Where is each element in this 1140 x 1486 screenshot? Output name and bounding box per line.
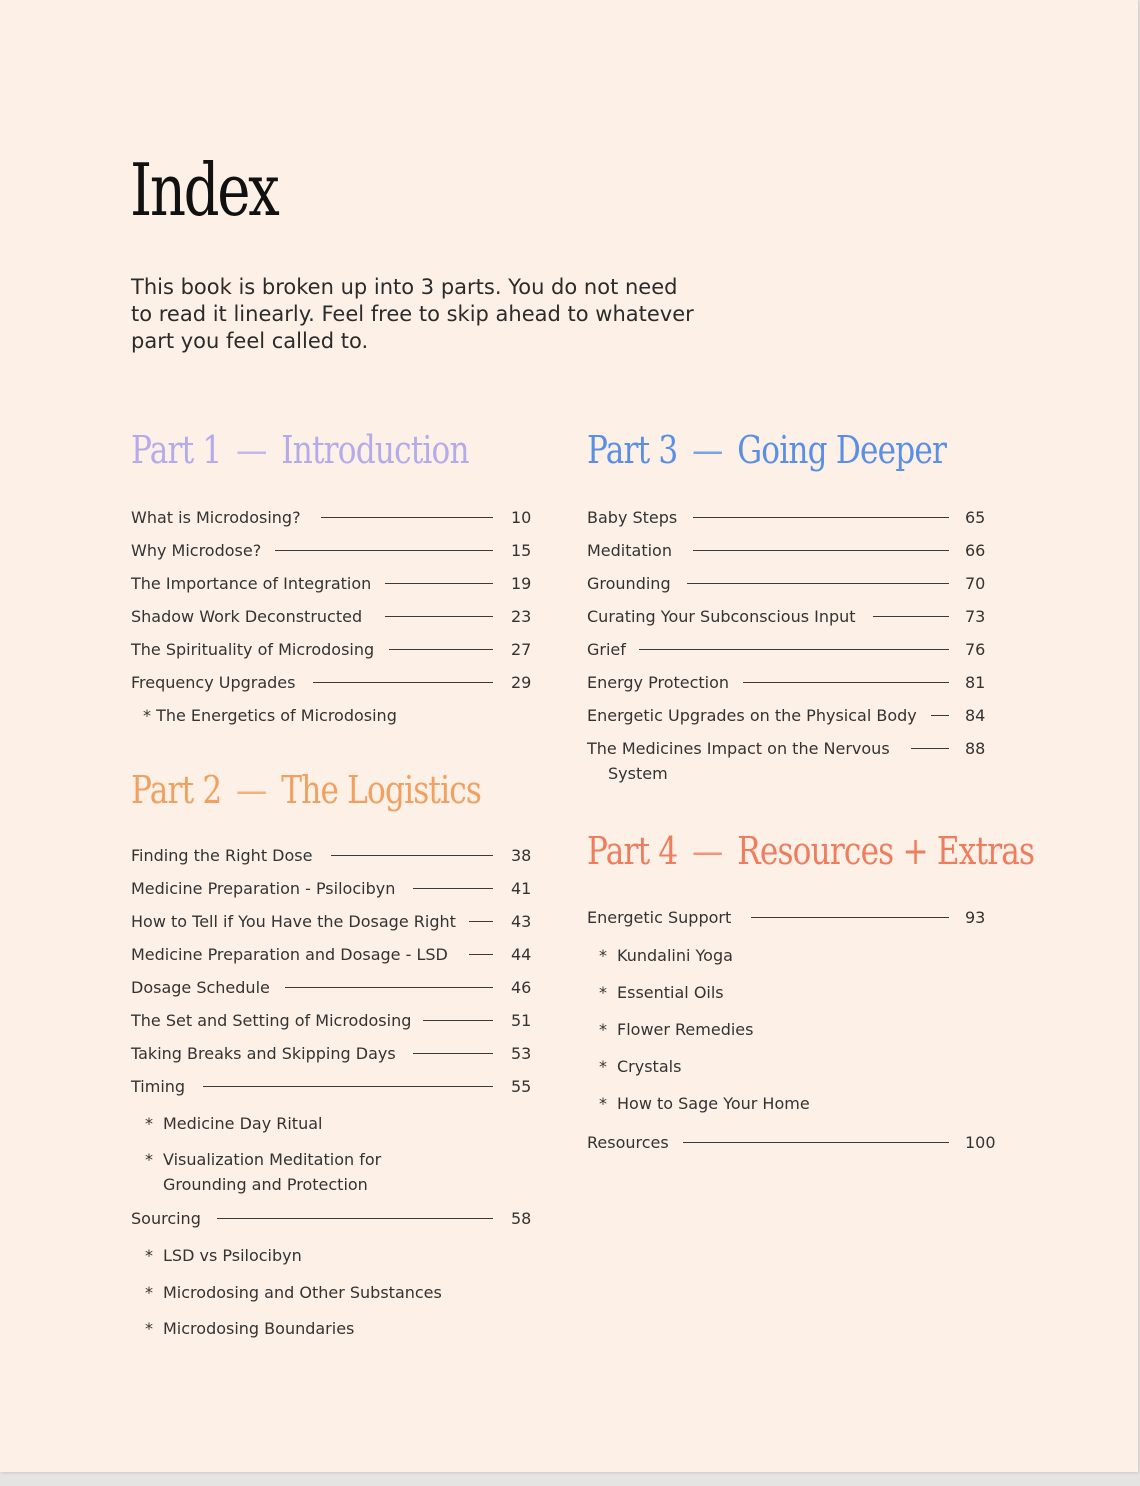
toc-subentry[interactable]	[145, 1316, 354, 1341]
toc-entry[interactable]	[587, 706, 997, 726]
toc-entry-page: 15	[511, 541, 532, 560]
star-icon: *	[145, 1150, 153, 1169]
leader-line	[203, 1086, 493, 1087]
toc-entry-page: 100	[965, 1133, 996, 1152]
toc-subentry[interactable]	[599, 943, 733, 968]
toc-entry-page: 53	[511, 1044, 532, 1063]
page-title: Index	[130, 148, 278, 232]
leader-line	[321, 517, 493, 518]
intro-line: to read it linearly. Feel free to skip ahead to whatever	[131, 302, 694, 326]
toc-entry[interactable]	[587, 607, 997, 627]
toc-entry-title: Timing	[131, 1077, 186, 1096]
star-icon: *	[599, 1057, 607, 1076]
toc-entry-title: Energetic Support	[587, 908, 732, 927]
part3-dash: —	[692, 428, 723, 472]
part1-name: Introduction	[281, 428, 469, 472]
leader-line	[313, 682, 493, 683]
toc-entry[interactable]	[587, 574, 997, 594]
toc-entry-title: Meditation	[587, 541, 672, 560]
toc-entry-title: Energetic Upgrades on the Physical Body	[587, 706, 917, 725]
leader-line	[639, 649, 949, 650]
toc-entry-page: 70	[965, 574, 986, 593]
part2-label: Part 2	[131, 768, 222, 812]
part4-label: Part 4	[587, 829, 678, 873]
toc-subentry-title: Kundalini Yoga	[617, 946, 733, 965]
toc-entry-title: Why Microdose?	[131, 541, 262, 560]
toc-subentry[interactable]	[599, 1091, 810, 1116]
leader-line	[873, 616, 949, 617]
star-icon: *	[599, 1020, 607, 1039]
toc-subentry-title: LSD vs Psilocibyn	[163, 1246, 302, 1265]
toc-subentry-title: Visualization Meditation for	[163, 1150, 382, 1169]
toc-entry-page: 81	[965, 673, 986, 692]
leader-line	[693, 517, 949, 518]
toc-entry[interactable]	[131, 945, 541, 965]
toc-entry-title: What is Microdosing?	[131, 508, 301, 527]
toc-subentry[interactable]	[145, 1280, 442, 1305]
star-icon: *	[599, 1094, 607, 1113]
part1-heading	[131, 428, 469, 472]
leader-line	[751, 917, 949, 918]
toc-entry[interactable]	[131, 846, 541, 866]
toc-subentry-title: Flower Remedies	[617, 1020, 754, 1039]
leader-line	[683, 1142, 949, 1143]
toc-entry-title: Sourcing	[131, 1209, 201, 1228]
toc-entry-page: 46	[511, 978, 532, 997]
part4-heading	[587, 829, 1034, 873]
part1-label: Part 1	[131, 428, 222, 472]
toc-entry[interactable]	[131, 673, 541, 693]
toc-entry-page: 41	[511, 879, 532, 898]
toc-entry-page: 88	[965, 739, 986, 758]
toc-entry[interactable]	[587, 739, 997, 759]
toc-entry[interactable]	[587, 640, 997, 660]
toc-entry[interactable]	[587, 1133, 997, 1153]
leader-line	[389, 649, 493, 650]
toc-entry[interactable]	[131, 879, 541, 899]
toc-entry[interactable]	[587, 673, 997, 693]
toc-entry-page: 65	[965, 508, 986, 527]
toc-entry-page: 84	[965, 706, 986, 725]
part2-name: The Logistics	[281, 768, 482, 812]
toc-entry[interactable]	[131, 508, 541, 528]
toc-entry[interactable]	[131, 1044, 541, 1064]
toc-entry-title: Medicine Preparation and Dosage - LSD	[131, 945, 448, 964]
part3-name: Going Deeper	[737, 428, 947, 472]
toc-subentry[interactable]	[145, 1243, 302, 1268]
toc-entry-title: Curating Your Subconscious Input	[587, 607, 856, 626]
intro-line: part you feel called to.	[131, 329, 369, 353]
toc-entry-page: 76	[965, 640, 986, 659]
leader-line	[385, 616, 493, 617]
toc-entry-title: Grief	[587, 640, 626, 659]
part4-name: Resources + Extras	[737, 829, 1035, 873]
star-icon: *	[145, 1283, 153, 1302]
toc-entry-title: Dosage Schedule	[131, 978, 270, 997]
part4-dash: —	[692, 829, 723, 873]
toc-entry-continuation: System	[608, 764, 668, 783]
star-icon: *	[145, 1246, 153, 1265]
star-icon: *	[599, 983, 607, 1002]
part3-label: Part 3	[587, 428, 678, 472]
toc-subentry[interactable]	[599, 1054, 681, 1079]
leader-line	[687, 583, 949, 584]
intro-paragraph	[131, 274, 731, 355]
star-icon: *	[145, 1319, 153, 1338]
toc-entry-title: The Medicines Impact on the Nervous	[587, 739, 890, 758]
toc-entry-page: 51	[511, 1011, 532, 1030]
leader-line	[331, 855, 493, 856]
toc-entry-title: Medicine Preparation - Psilocibyn	[131, 879, 396, 898]
star-icon: *	[599, 946, 607, 965]
toc-entry-page: 23	[511, 607, 532, 626]
toc-entry-title: Grounding	[587, 574, 671, 593]
toc-entry-page: 73	[965, 607, 986, 626]
toc-entry-page: 44	[511, 945, 532, 964]
toc-entry[interactable]	[131, 1077, 541, 1097]
leader-line	[469, 954, 493, 955]
toc-entry-page: 27	[511, 640, 532, 659]
toc-entry-title: The Importance of Integration	[131, 574, 372, 593]
toc-subentry[interactable]	[145, 1111, 322, 1136]
toc-entry[interactable]	[131, 1011, 541, 1031]
toc-entry[interactable]	[131, 978, 541, 998]
leader-line	[743, 682, 949, 683]
toc-entry[interactable]	[131, 912, 541, 932]
leader-line	[911, 748, 949, 749]
toc-entry-page: 93	[965, 908, 986, 927]
toc-entry-page: 58	[511, 1209, 532, 1228]
toc-entry-page: 19	[511, 574, 532, 593]
part1-dash: —	[236, 428, 267, 472]
toc-entry[interactable]	[131, 607, 541, 627]
toc-entry[interactable]	[587, 541, 997, 561]
toc-entry-title: The Set and Setting of Microdosing	[131, 1011, 412, 1030]
toc-subentry[interactable]: * The Energetics of Microdosing	[143, 706, 397, 725]
toc-entry-title: Finding the Right Dose	[131, 846, 313, 865]
toc-entry-title: Frequency Upgrades	[131, 673, 296, 692]
intro-line: This book is broken up into 3 parts. You do not need	[131, 275, 678, 299]
toc-subentry-title: Crystals	[617, 1057, 682, 1076]
toc-entry[interactable]	[587, 508, 997, 528]
leader-line	[413, 1053, 493, 1054]
toc-entry[interactable]	[131, 574, 541, 594]
toc-entry[interactable]	[131, 1209, 541, 1229]
leader-line	[285, 987, 493, 988]
leader-line	[931, 715, 949, 716]
toc-subentry-title: How to Sage Your Home	[617, 1094, 810, 1113]
toc-entry-page: 55	[511, 1077, 532, 1096]
leader-line	[423, 1020, 493, 1021]
toc-entry[interactable]	[587, 908, 997, 928]
part2-heading	[131, 768, 481, 812]
toc-entry-title: Energy Protection	[587, 673, 730, 692]
toc-entry-title: Shadow Work Deconstructed	[131, 607, 363, 626]
leader-line	[693, 550, 949, 551]
toc-entry-title: Resources	[587, 1133, 669, 1152]
toc-entry-title: Baby Steps	[587, 508, 678, 527]
toc-subentry[interactable]	[145, 1147, 381, 1172]
part3-heading	[587, 428, 946, 472]
toc-entry-title: Taking Breaks and Skipping Days	[131, 1044, 396, 1063]
toc-entry-page: 38	[511, 846, 532, 865]
leader-line	[413, 888, 493, 889]
toc-entry[interactable]	[131, 640, 541, 660]
toc-subentry[interactable]	[599, 980, 724, 1005]
toc-entry[interactable]	[131, 541, 541, 561]
toc-entry-page: 43	[511, 912, 532, 931]
toc-entry-title: The Spirituality of Microdosing	[131, 640, 375, 659]
leader-line	[217, 1218, 493, 1219]
toc-subentry[interactable]	[599, 1017, 753, 1042]
toc-subentry-title: Microdosing Boundaries	[163, 1319, 355, 1338]
toc-subentry-continuation: Grounding and Protection	[163, 1175, 368, 1194]
part2-dash: —	[236, 768, 267, 812]
toc-entry-page: 10	[511, 508, 532, 527]
toc-subentry-title: Medicine Day Ritual	[163, 1114, 323, 1133]
toc-entry-title: How to Tell if You Have the Dosage Right	[131, 912, 456, 931]
leader-line	[469, 921, 493, 922]
star-icon: *	[145, 1114, 153, 1133]
toc-subentry-title: Microdosing and Other Substances	[163, 1283, 442, 1302]
leader-line	[385, 583, 493, 584]
leader-line	[275, 550, 493, 551]
toc-entry-page: 66	[965, 541, 986, 560]
toc-entry-page: 29	[511, 673, 532, 692]
toc-subentry-title: Essential Oils	[617, 983, 724, 1002]
